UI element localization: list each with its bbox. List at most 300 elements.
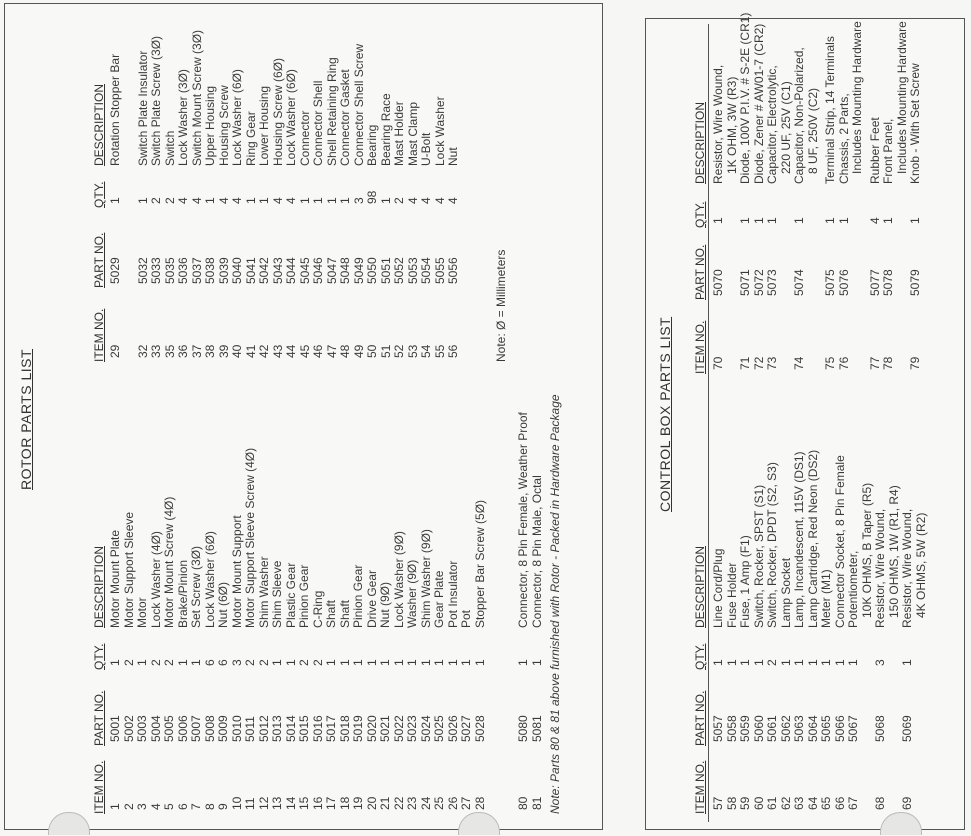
cell-qty: 1 [203,197,217,204]
cell-description: Motor Mount Screw (4Ø) [162,496,176,628]
cell-part-no: 5012 [256,715,271,742]
cell-item-no: 73 [765,356,779,370]
cell-qty: 1 [792,217,806,224]
cell-item-no: 41 [243,344,258,358]
cell-description: Switch Plate Screw (3Ø) [149,35,163,166]
cell-part-no: 5027 [459,715,473,742]
cell-description: Diode, Zener # AW01-7 (CR2) [751,23,766,184]
cell-item-no: 10 [229,796,244,810]
cell-qty: 1 [297,197,312,204]
cell-part-no: 5033 [149,257,163,284]
cell-qty: 2 [297,659,311,666]
cell-part-no: 5005 [162,715,176,742]
cell-item-no: 71 [738,356,752,370]
cell-description: Housing Screw (6Ø) [270,57,285,166]
cell-description: Shaft [337,599,352,628]
cell-description: Bearing Race [378,93,393,166]
cell-description: Brake/Pinion [175,559,190,628]
cell-item-no: 1 [108,803,122,810]
cell-item-no: 49 [351,344,366,358]
cell-part-no: 5046 [311,257,325,284]
cell-description: Switch, Rocker, DPDT (S2, S3) [765,462,779,628]
control-header-rule [708,24,709,822]
cell-description: Connector [297,110,312,166]
cell-qty: 1 [823,217,837,224]
cell-qty: 6 [202,659,217,666]
cell-part-no: 5068 [873,715,887,742]
cell-part-no: 5032 [135,257,150,284]
cell-item-no: 33 [149,344,163,358]
cell-qty: 4 [405,197,420,204]
cell-description: Capacitor, Non-Polarized, [792,47,806,184]
cell-qty: 1 [337,659,352,666]
cell-qty: 1 [378,659,392,666]
cell-qty: 4 [432,197,447,204]
cell-part-no: 5044 [284,257,298,284]
cell-item-no: 53 [405,344,420,358]
cell-description: Nut (9Ø) [378,581,392,628]
cell-description: Motor Support Sleeve Screw (4Ø) [243,447,257,628]
control-box-parts-list [645,12,963,828]
cell-description: Connector, 8 Pin Female, Weather Proof [516,412,530,628]
cell-item-no: 69 [900,796,914,810]
control-title: CONTROL BOX PARTS LIST [657,316,673,512]
cell-description: Stopper Bar Screw (5Ø) [472,499,487,628]
cell-description: Motor Support Sleeve [121,511,136,628]
cell-description: Upper Housing [203,85,217,166]
cell-part-no: 5035 [162,257,177,284]
cell-item-no: 2 [121,803,136,810]
cell-description: 220 UF, 25V (C1) [778,81,793,174]
cell-part-no: 5072 [751,269,766,296]
cell-description: Pot [459,609,473,628]
cell-qty: 1 [391,659,406,666]
cell-qty: 2 [256,659,271,666]
cell-description: Fuse Holder [724,562,739,628]
cell-part-no: 5021 [378,715,392,742]
cell-item-no: 48 [338,344,352,358]
cell-item-no: 3 [135,803,149,810]
rotor-parts-note: Note: Parts 80 & 81 above furnished with Rotor - Packed in Hardware Package [548,394,562,814]
cell-item-no: 15 [297,796,311,810]
cell-qty: 1 [108,197,122,204]
cell-qty: 1 [405,659,419,666]
cell-description: 4K OHMS, 5W (R2) [913,512,928,618]
cell-qty: 4 [419,197,433,204]
cell-part-no: 5066 [832,715,847,742]
cell-part-no: 5003 [135,715,149,742]
cell-description: Motor Mount Plate [108,529,122,628]
cell-description: Rotation Stopper Bar [108,53,122,166]
cell-item-no: 27 [459,796,473,810]
cell-description: Line Cord/Plug [711,548,725,628]
cell-item-no: 79 [908,356,922,370]
rotor-parts-list [4,3,601,828]
cell-qty: 6 [216,659,230,666]
cell-description: Set Screw (3Ø) [189,545,203,628]
cell-description: Lock Washer (4Ø) [148,531,163,628]
cell-qty: 1 [351,659,365,666]
cell-description: Shim Washer [256,556,271,628]
cell-item-no: 80 [516,796,530,810]
cell-part-no: 5062 [778,715,793,742]
cell-description: Front Panel, [881,118,895,184]
cell-qty: 1 [819,659,833,666]
cell-part-no: 5070 [711,269,725,296]
cell-part-no: 5056 [446,257,460,284]
cell-part-no: 5049 [351,257,366,284]
cell-description: Connector, 8 Pin Male, Octal [529,475,544,628]
cell-description: Washer (9Ø) [405,559,419,628]
cell-description: Switch [162,130,177,166]
cell-part-no: 5059 [738,715,752,742]
cell-description: Plastic Gear [283,562,298,628]
cell-part-no: 5022 [391,715,406,742]
cell-item-no: 72 [751,356,766,370]
cell-item-no: 59 [738,796,752,810]
cell-qty: 1 [751,217,766,224]
cell-qty: 98 [365,190,379,204]
cell-qty: 1 [711,659,725,666]
cell-part-no: 5051 [378,257,393,284]
cell-description: Nut (6Ø) [216,581,230,628]
cell-part-no: 5052 [392,257,406,284]
cell-part-no: 5060 [751,715,766,742]
cell-description: Pinion Gear [351,564,365,628]
cell-qty: 4 [230,197,244,204]
cell-item-no: 24 [418,796,433,810]
cell-item-no: 29 [108,344,122,358]
cell-item-no: 52 [392,344,406,358]
cell-description: 8 UF, 250V (C2) [805,87,820,174]
control-right-header-part: PART NO. [693,244,707,300]
cell-qty: 1 [900,659,914,666]
cell-description: Connector Socket, 8 Pin Female [832,455,847,628]
cell-description: Pinion Gear [297,564,311,628]
cell-part-no: 5009 [216,715,230,742]
cell-item-no: 45 [297,344,312,358]
cell-qty: 1 [432,659,446,666]
cell-qty: 2 [162,659,176,666]
control-right-header-desc: DESCRIPTION [693,101,707,184]
cell-item-no: 38 [203,344,217,358]
cell-item-no: 46 [311,344,325,358]
control-right-header-qty: QTY. [693,201,707,228]
cell-qty: 1 [243,197,258,204]
cell-item-no: 32 [135,344,150,358]
cell-qty: 1 [711,217,725,224]
cell-qty: 4 [176,197,190,204]
cell-item-no: 6 [175,803,190,810]
cell-qty: 1 [324,659,338,666]
cell-part-no: 5026 [445,715,460,742]
cell-item-no: 75 [823,356,837,370]
cell-qty: 1 [908,217,922,224]
cell-description: Potentiometer, [846,550,860,628]
cell-qty: 2 [310,659,325,666]
rotor-left-header-desc: DESCRIPTION [92,545,106,628]
cell-part-no: 5041 [243,257,258,284]
cell-item-no: 22 [391,796,406,810]
cell-description: Knob - With Set Screw [908,63,922,184]
cell-item-no: 42 [257,344,271,358]
cell-item-no: 18 [337,796,352,810]
cell-description: Includes Mounting Hardware [850,21,864,174]
cell-qty: 1 [738,659,752,666]
cell-item-no: 43 [270,344,285,358]
cell-item-no: 26 [445,796,460,810]
cell-part-no: 5063 [792,715,806,742]
cell-qty: 1 [135,197,150,204]
cell-part-no: 5004 [148,715,163,742]
cell-part-no: 5076 [836,269,851,296]
cell-description: Lamp, Incandescent, 115V (DS1) [792,451,806,628]
cell-qty: 1 [283,659,298,666]
cell-part-no: 5053 [405,257,420,284]
cell-description: Gear Plate [432,570,446,628]
cell-description: Resistor, Wire Wound, [900,508,914,628]
cell-part-no: 5001 [108,715,122,742]
cell-item-no: 13 [270,796,284,810]
cell-part-no: 5080 [516,715,530,742]
cell-qty: 1 [529,659,544,666]
cell-item-no: 11 [243,797,257,810]
cell-part-no: 5057 [711,715,725,742]
cell-item-no: 58 [724,796,739,810]
cell-description: Shaft [324,599,338,628]
cell-part-no: 5025 [432,715,446,742]
cell-part-no: 5016 [310,715,325,742]
cell-item-no: 70 [711,356,725,370]
cell-qty: 2 [149,197,163,204]
rotor-right-header-desc: DESCRIPTION [92,83,106,166]
cell-part-no: 5045 [297,257,312,284]
cell-item-no: 74 [792,356,806,370]
cell-qty: 1 [445,659,460,666]
cell-qty: 2 [148,659,163,666]
cell-qty: 2 [392,197,406,204]
cell-qty: 1 [135,659,149,666]
cell-item-no: 68 [873,796,887,810]
control-left-header-desc: DESCRIPTION [693,545,707,628]
cell-item-no: 76 [836,356,851,370]
cell-item-no: 47 [324,344,339,358]
cell-part-no: 5036 [176,257,190,284]
cell-description: Resistor, Wire Wound, [711,64,725,184]
cell-description: Lamp Cartridge, Red Neon (DS2) [805,449,820,628]
cell-description: Lock Washer (3Ø) [176,69,190,166]
cell-description: Switch Mount Screw (3Ø) [189,29,204,166]
cell-part-no: 5065 [819,715,833,742]
cell-qty: 1 [472,659,487,666]
cell-item-no: 16 [310,796,325,810]
cell-item-no: 81 [529,796,544,810]
cell-item-no: 17 [324,796,338,810]
rotor-right-header-item: ITEM NO. [92,308,106,362]
cell-qty: 1 [189,659,203,666]
cell-qty: 3 [873,659,887,666]
cell-part-no: 5048 [338,257,352,284]
cell-item-no: 4 [148,803,163,810]
cell-description: Diode, 100V P.I.V. # S-2E (CR1) [738,12,752,184]
cell-description: Fuse, 1 Amp (F1) [738,535,752,628]
cell-part-no: 5010 [229,715,244,742]
cell-description: Shim Washer (9Ø) [418,529,433,628]
cell-item-no: 37 [189,344,204,358]
cell-description: Lock Washer (6Ø) [230,69,244,166]
cell-part-no: 5071 [738,269,752,296]
cell-part-no: 5013 [270,715,284,742]
cell-description: Mast Clamp [405,101,420,166]
cell-qty: 1 [257,197,271,204]
control-left-header-qty: QTY. [693,643,707,670]
cell-part-no: 5055 [432,257,447,284]
cell-qty: 1 [738,217,752,224]
cell-part-no: 5014 [283,715,298,742]
rotor-title: ROTOR PARTS LIST [18,348,34,490]
cell-qty: 1 [805,659,820,666]
cell-item-no: 8 [202,803,217,810]
cell-description: Lock Washer (6Ø) [284,69,298,166]
cell-part-no: 5050 [365,257,379,284]
cell-qty: 1 [836,217,851,224]
cell-part-no: 5037 [189,257,204,284]
cell-item-no: 65 [819,796,833,810]
cell-item-no: 21 [378,796,392,810]
cell-qty: 1 [846,659,860,666]
cell-part-no: 5064 [805,715,820,742]
cell-qty: 1 [108,659,122,666]
cell-description: Pot Insulator [445,560,460,628]
cell-part-no: 5028 [472,715,487,742]
cell-qty: 1 [175,659,190,666]
cell-part-no: 5061 [765,715,779,742]
cell-qty: 1 [378,197,393,204]
cell-item-no: 67 [846,796,860,810]
cell-part-no: 5017 [324,715,338,742]
cell-item-no: 61 [765,796,779,810]
cell-description: Lock Washer [432,96,447,166]
cell-qty: 3 [351,197,366,204]
rotor-mm-note: Note: Ø = Millimeters [494,249,508,362]
rotor-right-header-part: PART NO. [92,232,106,288]
control-left-header-part: PART NO. [693,690,707,746]
cell-description: U-Bolt [419,132,433,166]
cell-description: Chassis, 2 Parts, [836,93,851,184]
cell-qty: 1 [459,659,473,666]
control-right-header-item: ITEM NO. [693,320,707,374]
cell-item-no: 23 [405,796,419,810]
cell-description: Ring Gear [243,111,258,166]
cell-item-no: 12 [256,796,271,810]
cell-description: Connector Shell [311,80,325,166]
cell-item-no: 51 [378,344,393,358]
cell-item-no: 78 [881,356,895,370]
cell-qty: 4 [284,197,298,204]
cell-description: Lamp Socket [778,557,793,628]
cell-qty: 1 [792,659,806,666]
cell-part-no: 5020 [364,715,379,742]
cell-part-no: 5011 [243,716,257,742]
cell-description: Drive Gear [364,569,379,628]
cell-description: Bearing [365,124,379,166]
cell-qty: 2 [243,659,257,666]
cell-item-no: 64 [805,796,820,810]
cell-qty: 2 [121,659,136,666]
cell-qty: 1 [324,197,339,204]
cell-description: C-Ring [310,590,325,628]
cell-part-no: 5007 [189,715,203,742]
cell-part-no: 5067 [846,715,860,742]
cell-qty: 1 [270,659,284,666]
cell-description: Connector Shell Screw [351,43,366,166]
rotor-left-header-part: PART NO. [92,690,106,746]
cell-item-no: 20 [364,796,379,810]
cell-description: 10K OHMS, B Taper (R5) [859,482,874,618]
cell-qty: 3 [229,659,244,666]
cell-qty: 1 [418,659,433,666]
cell-qty: 1 [311,197,325,204]
cell-item-no: 66 [832,796,847,810]
cell-qty: 4 [189,197,204,204]
cell-part-no: 5038 [203,257,217,284]
cell-description: Includes Mounting Hardware [894,21,909,174]
cell-part-no: 5081 [529,715,544,742]
cell-description: Terminal Strip, 14 Terminals [823,36,837,184]
cell-qty: 1 [778,659,793,666]
cell-qty: 2 [162,197,177,204]
cell-qty: 4 [216,197,231,204]
cell-item-no: 50 [365,344,379,358]
cell-description: Motor Mount Support [229,515,244,628]
cell-description: Shim Sleeve [270,560,284,628]
cell-item-no: 9 [216,803,230,810]
rotor-left-header-item: ITEM NO. [92,760,106,814]
rotor-left-header-qty: QTY. [92,643,106,670]
cell-item-no: 39 [216,344,231,358]
cell-description: Motor [135,597,149,628]
cell-description: Lower Housing [257,85,271,166]
cell-description: Switch Plate Insulator [135,50,150,166]
cell-part-no: 5073 [765,269,779,296]
cell-item-no: 44 [284,344,298,358]
cell-part-no: 5006 [175,715,190,742]
cell-item-no: 40 [230,344,244,358]
cell-qty: 1 [881,217,895,224]
cell-item-no: 25 [432,796,446,810]
cell-description: Connector Gasket [338,69,352,166]
cell-item-no: 63 [792,796,806,810]
cell-item-no: 62 [778,796,793,810]
cell-description: Mast Holder [392,101,406,166]
cell-part-no: 5024 [418,715,433,742]
cell-item-no: 77 [867,356,882,370]
cell-description: Shell Retaining Ring [324,57,339,166]
cell-part-no: 5029 [108,257,122,284]
cell-item-no: 55 [432,344,447,358]
cell-item-no: 14 [283,796,298,810]
cell-qty: 1 [765,217,779,224]
cell-part-no: 5043 [270,257,285,284]
cell-qty: 1 [832,659,847,666]
cell-item-no: 54 [419,344,433,358]
cell-part-no: 5002 [121,715,136,742]
cell-item-no: 60 [751,796,766,810]
cell-part-no: 5039 [216,257,231,284]
cell-part-no: 5040 [230,257,244,284]
cell-part-no: 5077 [867,269,882,296]
cell-description: Housing Screw [216,85,231,166]
